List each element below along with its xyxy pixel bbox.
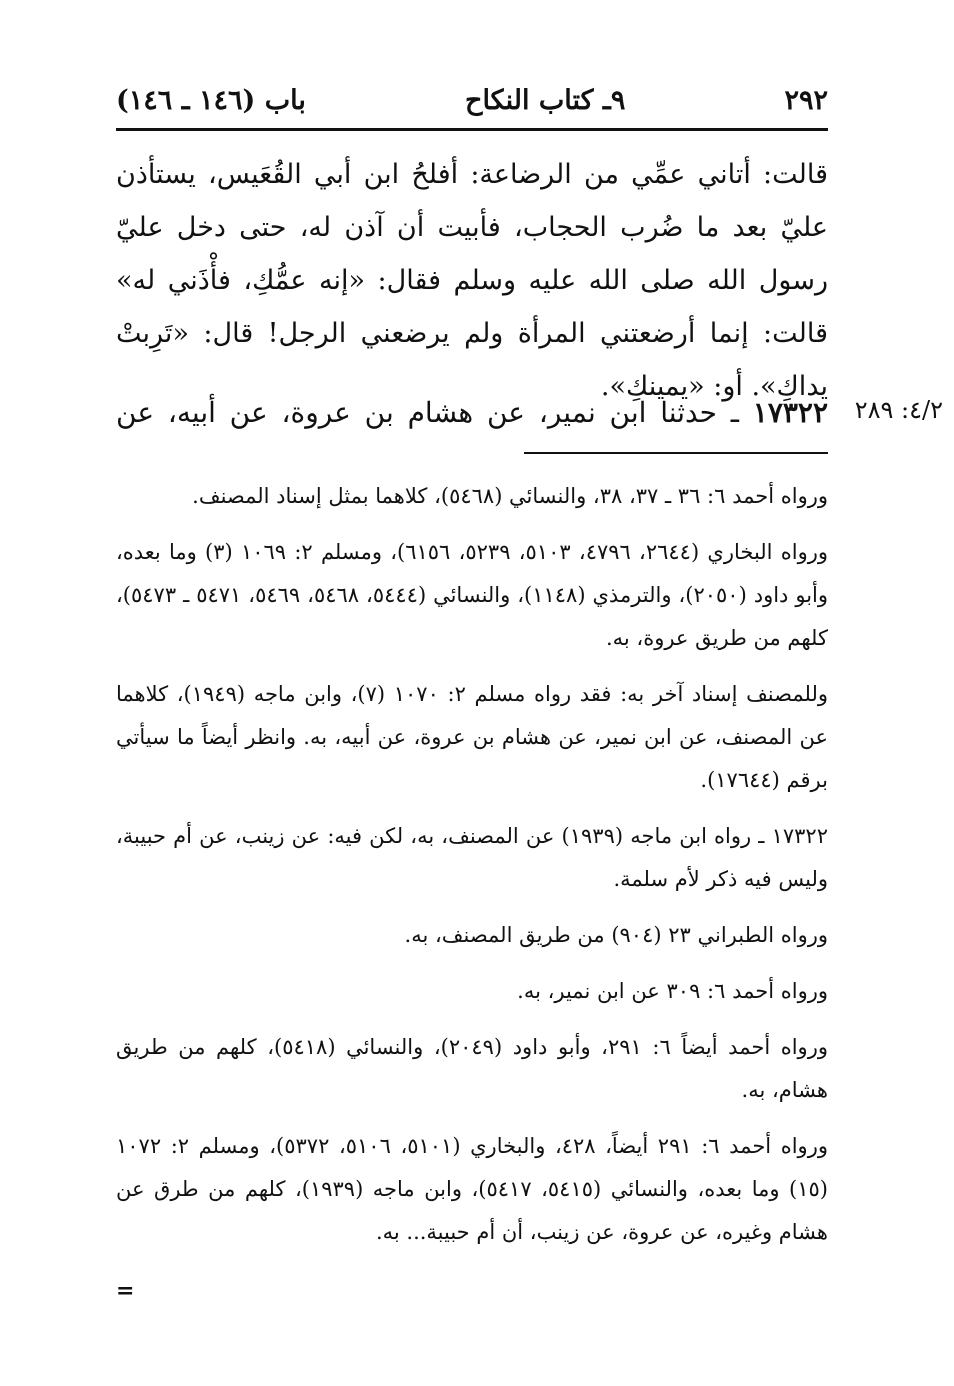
page-number: ٢٩٢	[784, 84, 828, 116]
footnote-paragraph: ورواه البخاري (٢٦٤٤، ٤٧٩٦، ٥١٠٣، ٥٢٣٩، ٦١٥٦)، ومسلم ٢: ١٠٦٩ (٣) وما بعده، وأبو داود (٢٠٥٠)، والترمذي (١١٤٨)، والنسائي (٥٤٤٤، ٥٤٦٨، ٥٤٦٩، ٥٤٧١ ـ ٥٤٧٣)، كلهم من طريق عروة، به.	[116, 540, 829, 650]
main-paragraph: قالت: أتاني عمِّي من الرضاعة: أفلحُ ابن أبي القُعَيس، يستأذن عليّ بعد ما ضُرب الحجاب، فأبيت أن آذن له، حتى دخل عليّ رسول الله صلى الله عليه وسلم فقال: «إنه عمُّكِ، فأْذَني له» قالت: إنما أرضعتني المرأة ولم يرضعني الرجل! قال: «تَرِبتْ يداكِ». أو: «يمينكِ».	[116, 159, 828, 402]
chapter-title: ٩ـ كتاب النكاح	[465, 84, 626, 116]
main-text	[116, 148, 828, 413]
footnote-paragraph: ورواه أحمد ٦: ٣٦ ـ ٣٧، ٣٨، والنسائي (٥٤٦٨)، كلاهما بمثل إسناد المصنف.	[192, 484, 828, 508]
page-header	[116, 78, 828, 122]
footnote-paragraph: ورواه أحمد ٦: ٣٠٩ عن ابن نمير، به.	[517, 979, 828, 1003]
footnote-separator	[524, 452, 828, 454]
footnote-paragraph: ورواه أحمد أيضاً ٦: ٢٩١، وأبو داود (٢٠٤٩)، والنسائي (٥٤١٨)، كلهم من طريق هشام، به.	[116, 1035, 828, 1102]
footnote-paragraph: ورواه أحمد ٦: ٢٩١ أيضاً، ٤٢٨، والبخاري (٥١٠١، ٥١٠٦، ٥٣٧٢)، ومسلم ٢: ١٠٧٢ (١٥) وما بعده، والنسائي (٥٤١٥، ٥٤١٧)، وابن ماجه (١٩٣٩)، كلهم من طرق عن هشام وغيره، عن عروة، عن زينب، أن أم حبيبة... به.	[116, 1134, 828, 1244]
hadith-number: ١٧٣٢٢	[752, 396, 828, 429]
footnotes	[116, 475, 828, 1267]
section-title: باب (١٤٦ ـ ١٤٦)	[116, 84, 306, 116]
hadith-line	[116, 388, 828, 438]
footnote-paragraph: ١٧٣٢٢ ـ رواه ابن ماجه (١٩٣٩) عن المصنف، به، لكن فيه: عن زينب، عن أم حبيبة، وليس فيه ذكر لأم سلمة.	[116, 824, 828, 891]
footnote-paragraph: ورواه الطبراني ٢٣ (٩٠٤) من طريق المصنف، به.	[404, 923, 828, 947]
margin-reference: ٤/٢: ٢٨٩	[854, 396, 943, 424]
footnote-paragraph: وللمصنف إسناد آخر به: فقد رواه مسلم ٢: ١٠٧٠ (٧)، وابن ماجه (١٩٤٩)، كلاهما عن المصنف، عن ابن نمير، عن هشام بن عروة، عن أبيه، به. وانظر أيضاً ما سيأتي برقم (١٧٦٤٤).	[116, 682, 828, 792]
continuation-mark: =	[116, 1278, 135, 1304]
header-rule	[116, 128, 828, 131]
hadith-text: ـ حدثنا ابن نمير، عن هشام بن عروة، عن أبيه، عن	[116, 396, 753, 429]
